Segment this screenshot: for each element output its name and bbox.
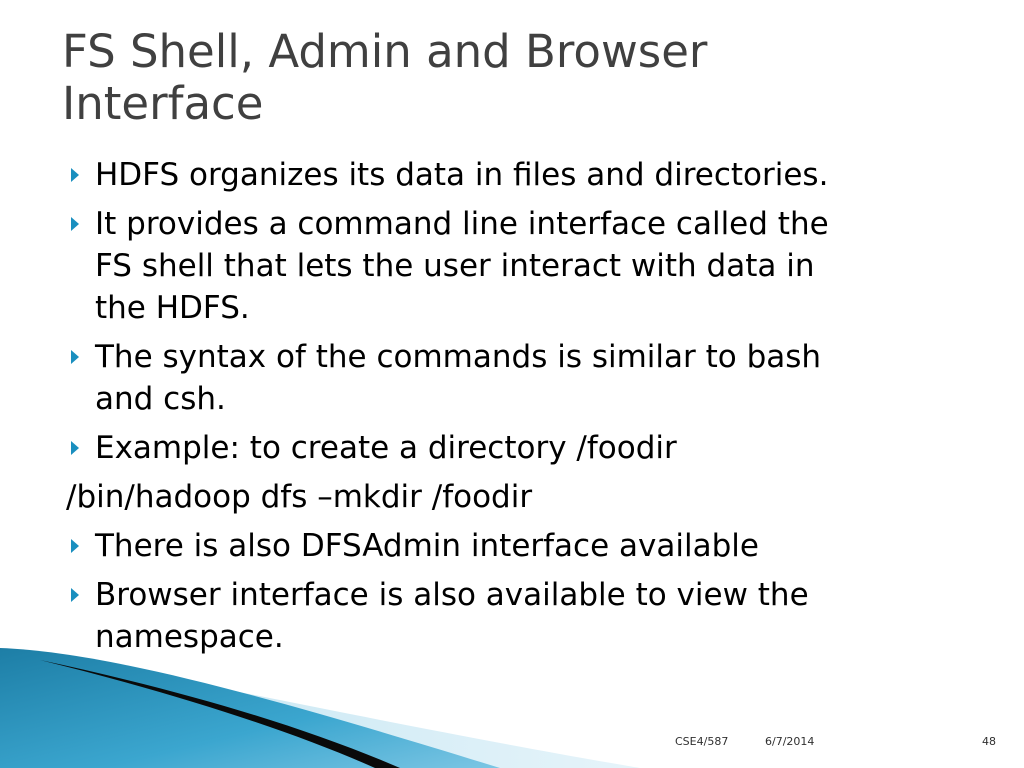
bullet-item-browser [70, 574, 1000, 658]
bullet-text: The syntax of the commands is similar to bash [95, 339, 822, 375]
bullet-text: HDFS organizes its data in files and directories. [95, 157, 829, 193]
slide-title [62, 26, 962, 130]
bullet-text: the HDFS. [95, 290, 250, 326]
bullet-item-hdfs-organizes [70, 154, 1000, 196]
footer-course: CSE4/587 [675, 735, 729, 748]
bullet-item-dfsadmin [70, 525, 1000, 567]
slide-number: 48 [982, 735, 996, 748]
triangle-bullet-icon [71, 441, 79, 455]
triangle-bullet-icon [71, 539, 79, 553]
slide-title-line: Interface [62, 77, 264, 130]
bullet-text: It provides a command line interface called the [95, 206, 829, 242]
slide-content [66, 154, 1000, 665]
triangle-bullet-icon [71, 588, 79, 602]
bullet-text: Example: to create a directory /foodir [95, 430, 677, 466]
triangle-bullet-icon [71, 168, 79, 182]
triangle-bullet-icon [71, 350, 79, 364]
bullet-text: and csh. [95, 381, 226, 417]
command-example: /bin/hadoop dfs –mkdir /foodir [66, 479, 533, 515]
slide-title-line: FS Shell, Admin and Browser [62, 25, 708, 78]
footer-date: 6/7/2014 [765, 735, 815, 748]
triangle-bullet-icon [71, 217, 79, 231]
bullet-item-syntax [70, 336, 1000, 420]
bullet-item-fs-shell [70, 203, 1000, 329]
bullet-text: There is also DFSAdmin interface available [95, 528, 759, 564]
bullet-text: namespace. [95, 619, 284, 655]
bullet-text: Browser interface is also available to view the [95, 577, 809, 613]
bullet-item-example [70, 427, 1000, 469]
bullet-text: FS shell that lets the user interact with data in [95, 248, 815, 284]
